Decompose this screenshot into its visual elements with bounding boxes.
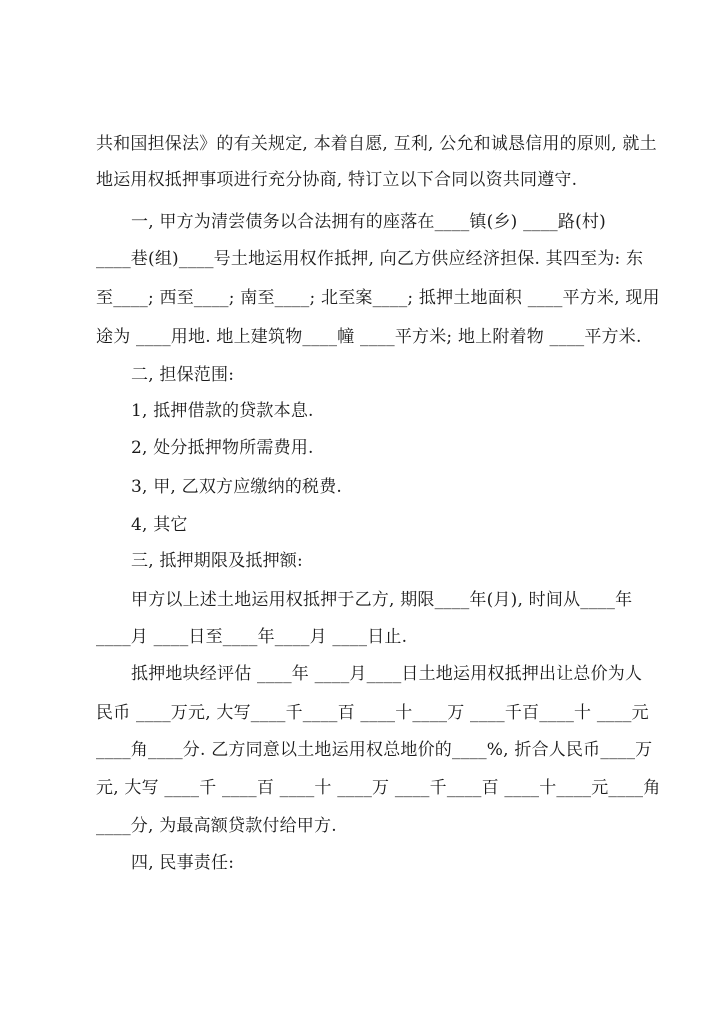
paragraph-line: 共和国担保法》的有关规定, 本着自愿, 互利, 公允和诚恳信用的原则, 就土 bbox=[96, 134, 657, 154]
paragraph-line: 至____; 西至____; 南至____; 北至案____; 抵押土地面积 ____平方米, 现用 bbox=[96, 288, 660, 308]
clause-one-line: 一, 甲方为清尝债务以合法拥有的座落在____镇(乡) ____路(村) bbox=[131, 212, 606, 232]
paragraph-line: 抵押地块经评估 ____年 ____月____日土地运用权抵押出让总价为人 bbox=[131, 664, 643, 684]
section-heading: 四, 民事责任: bbox=[131, 853, 235, 873]
list-item: 2, 处分抵押物所需费用. bbox=[131, 438, 314, 458]
paragraph-line: 甲方以上述土地运用权抵押于乙方, 期限____年(月), 时间从____年 bbox=[131, 590, 633, 610]
paragraph-line: ____分, 为最高额贷款付给甲方. bbox=[96, 816, 337, 836]
section-heading: 三, 抵押期限及抵押额: bbox=[131, 551, 303, 571]
paragraph-line: ____角____分. 乙方同意以土地运用权总地价的____%, 折合人民币____万 bbox=[96, 740, 653, 760]
list-item: 1, 抵押借款的贷款本息. bbox=[131, 401, 314, 421]
paragraph-line: 途为 ____用地. 地上建筑物____幢 ____平方米; 地上附着物 ____平方米. bbox=[96, 327, 642, 347]
list-item: 4, 其它 bbox=[131, 515, 188, 535]
section-heading: 二, 担保范围: bbox=[131, 365, 235, 385]
list-item: 3, 甲, 乙双方应缴纳的税费. bbox=[131, 477, 343, 497]
paragraph-line: 地运用权抵押事项进行充分协商, 特订立以下合同以资共同遵守. bbox=[96, 170, 578, 190]
paragraph-line: ____月 ____日至____年____月 ____日止. bbox=[96, 627, 408, 647]
paragraph-line: 元, 大写 ____千 ____百 ____十 ____万 ____千____百 ____十____元____角 bbox=[96, 778, 661, 798]
paragraph-line: ____巷(组)____号土地运用权作抵押, 向乙方供应经济担保. 其四至为: 东 bbox=[96, 249, 644, 269]
paragraph-line: 民币 ____万元, 大写____千____百 ____十____万 ____千百____十 ____元 bbox=[96, 703, 649, 723]
